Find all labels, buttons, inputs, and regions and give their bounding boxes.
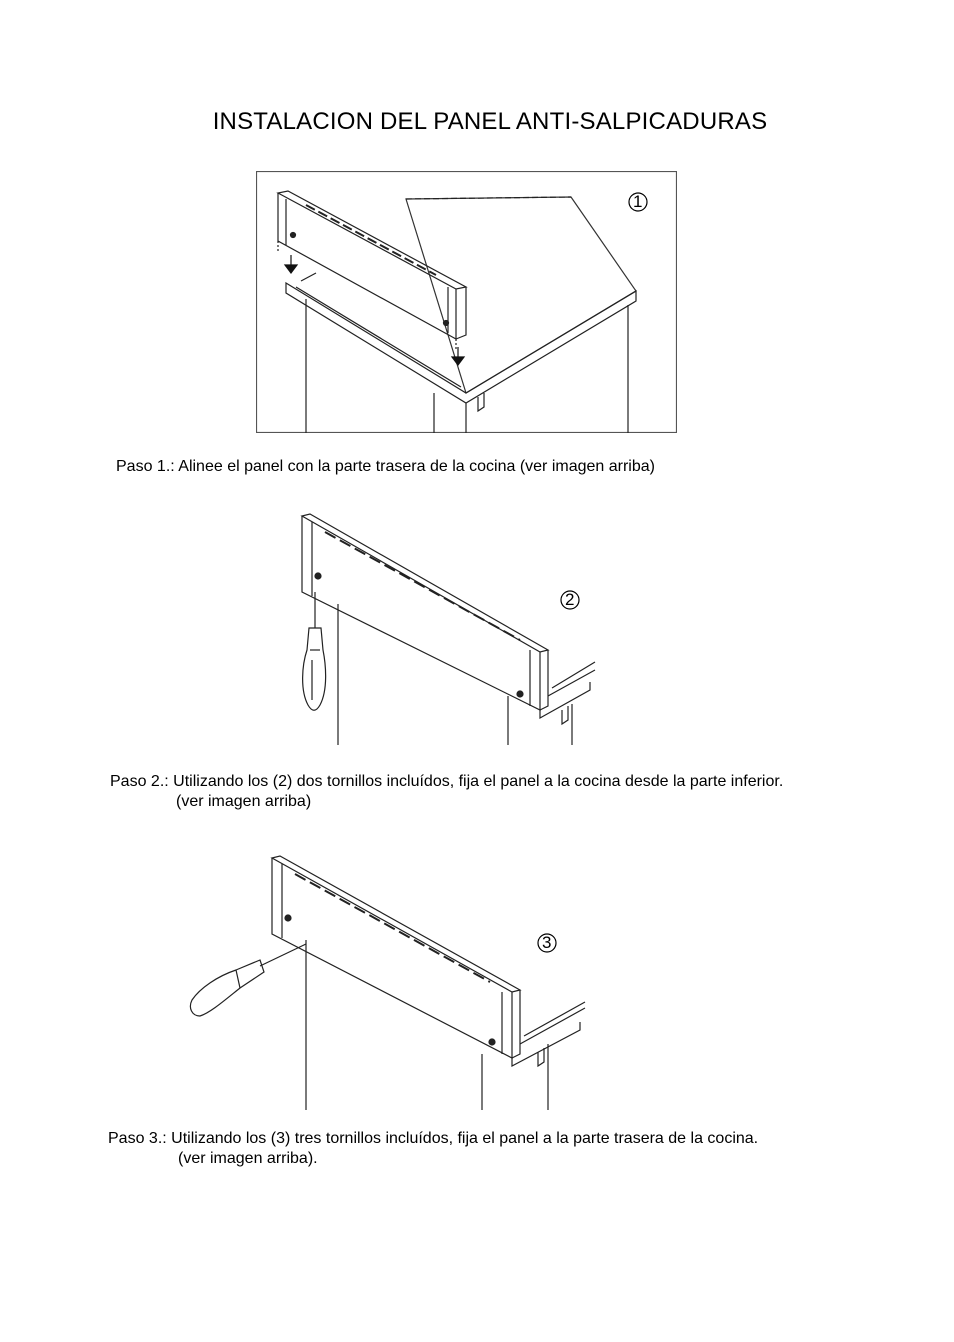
step-1-illustration [256, 171, 677, 433]
step-2-caption [110, 772, 783, 812]
step-3-illustration [180, 848, 600, 1110]
step-1-caption: Paso 1.: Alinee el panel con la parte trasera de la cocina (ver imagen arriba) [116, 458, 655, 475]
step-3-caption-line-1: Paso 3.: Utilizando los (3) tres tornillos incluídos, fija el panel a la parte trasera de la cocina. [108, 1130, 759, 1147]
step-3-number: 3 [542, 933, 552, 952]
step-2-illustration [290, 500, 610, 750]
step-2-caption-line-1: Paso 2.: Utilizando los (2) dos tornillos incluídos, fija el panel a la cocina desde la parte inferior. [110, 773, 784, 790]
step-3-caption-line-2: (ver imagen arriba). [178, 1150, 318, 1167]
step-2-caption-line-2: (ver imagen arriba) [176, 793, 312, 810]
page-title: INSTALACION DEL PANEL ANTI-SALPICADURAS [212, 108, 768, 135]
step-3-caption [108, 1129, 758, 1169]
step-2-number: 2 [565, 590, 575, 609]
step-1-number: 1 [633, 192, 643, 211]
